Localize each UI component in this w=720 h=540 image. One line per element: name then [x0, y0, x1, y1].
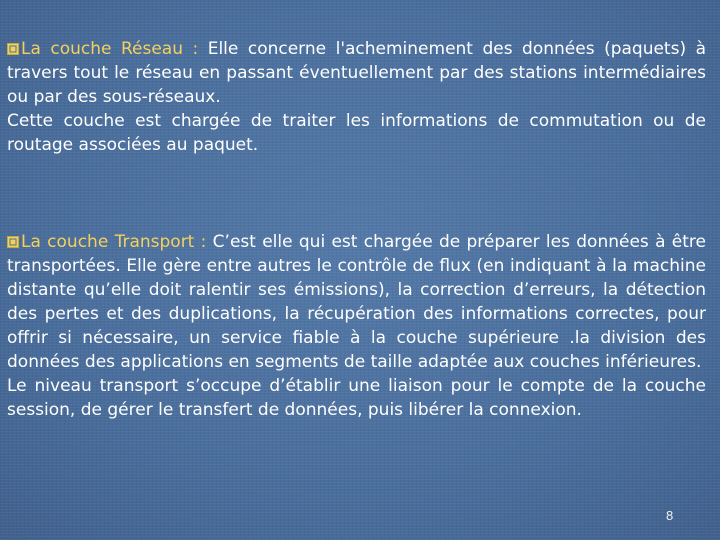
- section-reseau: [7, 37, 706, 157]
- section-heading: La couche Transport :: [21, 232, 207, 252]
- section-intro-text: C’est elle qui est chargée de préparer les données à être transportées. Elle gère entre autres le contrôle de flux (en indiquant à la machine distante qu’elle doit ralentir ses émissions), la correction d’erreurs, la détection des pertes et des duplications, la récupération des informations correctes, pour offrir si nécessaire, un service fiable à la couche supérieure .la division des données des applications en segments de taille adaptée aux couches inférieures.: [7, 232, 706, 372]
- section-heading: La couche Réseau :: [21, 39, 199, 59]
- page-number: 8: [666, 508, 674, 523]
- checkbox-bullet-icon: [7, 43, 19, 55]
- checkbox-bullet-icon: [7, 236, 19, 248]
- section-detail-text: Le niveau transport s’occupe d’établir une liaison pour le compte de la couche session, de gérer le transfert de données, puis libérer la connexion.: [7, 376, 706, 420]
- section-transport: [7, 230, 706, 422]
- section-detail-text: Cette couche est chargée de traiter les informations de commutation ou de routage associées au paquet.: [7, 111, 706, 155]
- section-intro-text: Elle concerne l'acheminement des données (paquets) à travers tout le réseau en passant éventuellement par des stations intermédiaires ou par des sous-réseaux.: [7, 39, 706, 107]
- section-transport-intro: [7, 230, 706, 374]
- section-reseau-intro: [7, 37, 706, 109]
